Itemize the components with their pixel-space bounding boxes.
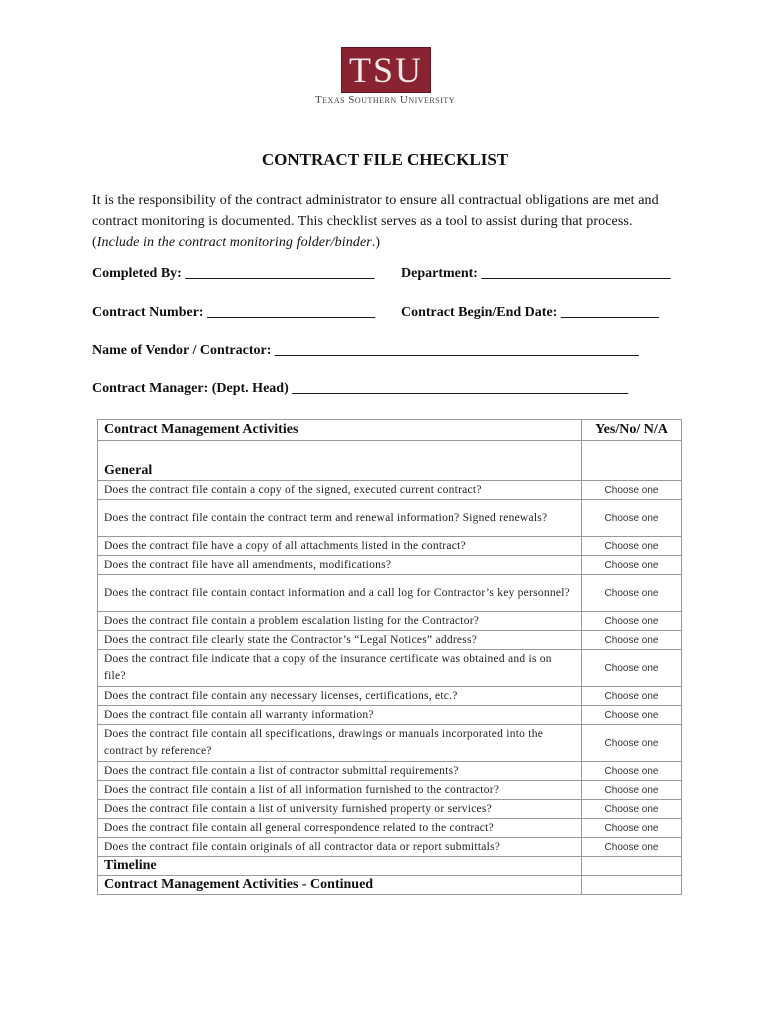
table-row <box>98 762 682 781</box>
table-row <box>98 537 682 556</box>
table-row <box>98 556 682 575</box>
table-row <box>98 481 682 500</box>
section-timeline: Timeline <box>98 857 582 876</box>
choose-one-dropdown[interactable]: Choose one <box>582 500 682 537</box>
activity-question: Does the contract file contain the contract term and renewal information? Signed renewals? <box>98 500 582 537</box>
activity-question: Does the contract file contain originals of all contractor data or report submittals? <box>98 838 582 857</box>
activity-question: Does the contract file contain all general correspondence related to the contract? <box>98 819 582 838</box>
contract-number-field[interactable]: Contract Number: ________________________ <box>92 305 376 320</box>
completed-by-field[interactable]: Completed By: ___________________________ <box>92 266 375 281</box>
activity-question: Does the contract file indicate that a copy of the insurance certificate was obtained and is on file? <box>98 650 582 687</box>
intro-end: .) <box>371 235 381 250</box>
table-row <box>98 500 682 537</box>
activity-question: Does the contract file contain all specifications, drawings or manuals incorporated into the contract by reference? <box>98 725 582 762</box>
choose-one-dropdown[interactable]: Choose one <box>582 781 682 800</box>
table-header-row <box>98 420 682 441</box>
activity-question: Does the contract file contain any necessary licenses, certifications, etc.? <box>98 687 582 706</box>
choose-one-dropdown[interactable]: Choose one <box>582 725 682 762</box>
choose-one-dropdown[interactable]: Choose one <box>582 650 682 687</box>
choose-one-dropdown[interactable]: Choose one <box>582 556 682 575</box>
continued-header: Contract Management Activities - Continued <box>98 876 582 895</box>
choose-one-dropdown[interactable]: Choose one <box>582 481 682 500</box>
table-row <box>98 800 682 819</box>
continued-header-empty-cell <box>582 876 682 895</box>
section-general: General <box>98 441 582 481</box>
logo-abbr: TSU <box>348 50 423 90</box>
table-row <box>98 725 682 762</box>
intro-paragraph <box>92 190 662 253</box>
table-row <box>98 631 682 650</box>
document-title: CONTRACT FILE CHECKLIST <box>261 150 509 169</box>
table-row <box>98 706 682 725</box>
choose-one-dropdown[interactable]: Choose one <box>582 706 682 725</box>
university-name: Texas Southern University <box>314 94 456 106</box>
contract-manager-field[interactable]: Contract Manager: (Dept. Head) ________________________________________________ <box>92 381 629 396</box>
choose-one-dropdown[interactable]: Choose one <box>582 819 682 838</box>
activity-question: Does the contract file contain contact information and a call log for Contractor’s key personnel? <box>98 575 582 612</box>
col-activities-header: Contract Management Activities <box>98 420 582 441</box>
checklist-table <box>97 419 682 895</box>
activity-question: Does the contract file contain a list of contractor submittal requirements? <box>98 762 582 781</box>
continued-header-row <box>98 876 682 895</box>
table-row <box>98 612 682 631</box>
vendor-field[interactable]: Name of Vendor / Contractor: ____________________________________________________ <box>92 343 639 358</box>
choose-one-dropdown[interactable]: Choose one <box>582 762 682 781</box>
intro-italic: Include in the contract monitoring folder/binder <box>96 235 372 250</box>
intro-main: It is the responsibility of the contract administrator to ensure all contractual obligations are met and contract monitoring is documented. This checklist serves as a tool to assist during that process. ( <box>92 193 659 250</box>
activity-question: Does the contract file have a copy of all attachments listed in the contract? <box>98 537 582 556</box>
activity-question: Does the contract file contain a list of all information furnished to the contractor? <box>98 781 582 800</box>
table-row <box>98 819 682 838</box>
table-row <box>98 687 682 706</box>
activity-question: Does the contract file contain a list of university furnished property or services? <box>98 800 582 819</box>
activity-question: Does the contract file contain all warranty information? <box>98 706 582 725</box>
choose-one-dropdown[interactable]: Choose one <box>582 575 682 612</box>
activity-question: Does the contract file contain a problem escalation listing for the Contractor? <box>98 612 582 631</box>
activity-question: Does the contract file contain a copy of the signed, executed current contract? <box>98 481 582 500</box>
activity-question: Does the contract file have all amendments, modifications? <box>98 556 582 575</box>
table-row <box>98 650 682 687</box>
col-yes-no-header: Yes/No/ N/A <box>582 420 682 441</box>
section-general-row <box>98 441 682 481</box>
choose-one-dropdown[interactable]: Choose one <box>582 537 682 556</box>
activity-question: Does the contract file clearly state the Contractor’s “Legal Notices” address? <box>98 631 582 650</box>
choose-one-dropdown[interactable]: Choose one <box>582 612 682 631</box>
tsu-logo <box>341 47 431 93</box>
section-timeline-row <box>98 857 682 876</box>
table-row <box>98 781 682 800</box>
department-field[interactable]: Department: ___________________________ <box>401 266 671 281</box>
choose-one-dropdown[interactable]: Choose one <box>582 631 682 650</box>
section-timeline-empty-cell <box>582 857 682 876</box>
choose-one-dropdown[interactable]: Choose one <box>582 800 682 819</box>
table-row <box>98 575 682 612</box>
choose-one-dropdown[interactable]: Choose one <box>582 687 682 706</box>
table-row <box>98 838 682 857</box>
section-general-empty-cell <box>582 441 682 481</box>
choose-one-dropdown[interactable]: Choose one <box>582 838 682 857</box>
contract-begin-end-date-field[interactable]: Contract Begin/End Date: ______________ <box>401 305 659 320</box>
